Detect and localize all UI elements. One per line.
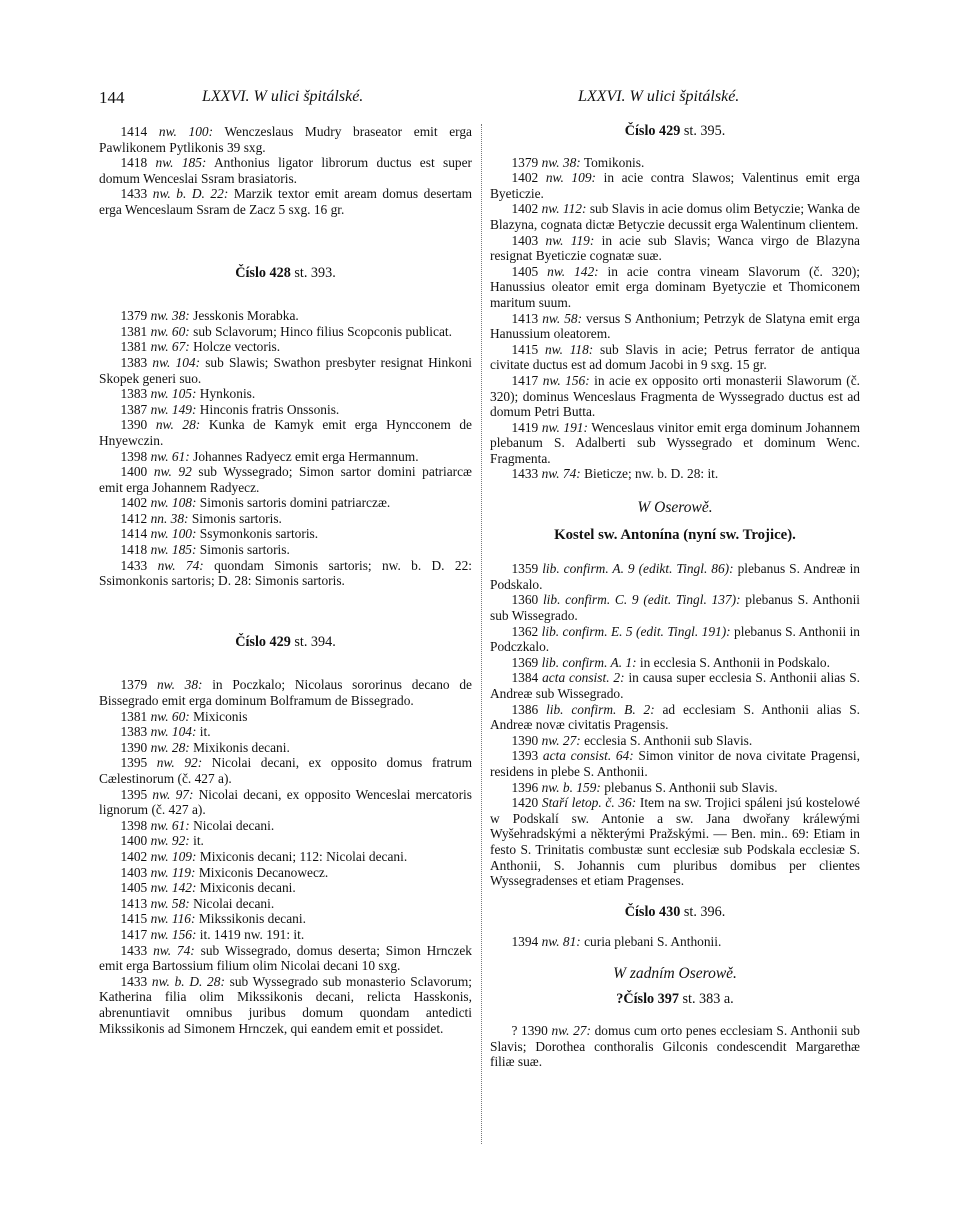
entry-text: plebanus S. Andreæ in Podskalo.: [490, 561, 860, 592]
entry-text: quondam Simonis sartoris; nw. b. D. 22: Ssimonkonis sartoris; D. 28: Simonis sartoris.: [99, 557, 472, 589]
entry-year: 1413: [511, 310, 539, 326]
entries-397: [490, 1023, 860, 1070]
entry: [99, 155, 472, 186]
entry-text: Kunka de Kamyk emit erga Hyncconem de Hnyewczin.: [99, 417, 472, 448]
entry-source: lib. confirm. A. 9 (edikt. Tingl. 86):: [542, 561, 734, 577]
entry-source: nw. 105:: [150, 386, 197, 402]
entry-source: nw. 185:: [150, 542, 197, 558]
entry-year: 1379: [511, 154, 539, 170]
entry-text: Anthonius ligator librorum ductus est super domum Wenceslai Ssram brasiatoris.: [99, 155, 472, 186]
entry-text: Simonis sartoris.: [196, 542, 290, 558]
entry-source: nw. 104:: [150, 724, 197, 740]
entry: [99, 880, 472, 896]
entry: [99, 386, 472, 402]
entry-year: 1412: [120, 510, 148, 526]
entry-text: Tomikonis.: [580, 154, 645, 170]
entry-year: 1400: [120, 464, 148, 480]
entry-source: nw. 74:: [541, 466, 581, 482]
entries-429-left: [99, 677, 472, 1036]
entry-year: 1362: [511, 623, 539, 639]
entry: [99, 186, 472, 217]
entry-year: 1405: [511, 263, 539, 279]
entry: [490, 342, 860, 373]
entry-text: Bieticze; nw. b. D. 28: it.: [580, 466, 719, 482]
entry-text: sub Slavis in acie domus olim Betyczie; Wanka de Blazyna, cognata dictæ Betyczie decussit erga Walentinum clientem.: [490, 201, 860, 232]
entry-year: 1433: [120, 186, 148, 202]
entry-year: 1433: [120, 973, 148, 989]
entry-source: lib. confirm. B. 2:: [546, 701, 655, 717]
heading-title: Číslo 429: [235, 633, 291, 650]
section-w-zadnim-oserowe: W zadním Oserowě.: [613, 964, 737, 982]
entry-source: nw. 97:: [152, 786, 194, 802]
heading-title: ?Číslo 397: [616, 990, 679, 1007]
entry-text: Hinconis fratris Onssonis.: [196, 401, 340, 417]
entry: [99, 124, 472, 155]
entry-source: nw. 58:: [542, 310, 583, 326]
entry-text: Wenczeslaus Mudry braseator emit erga Pawlikonem Pytlikonis 39 sxg.: [99, 124, 473, 155]
page-number: 144: [99, 88, 125, 107]
entry-text: Mixikonis decani.: [189, 739, 290, 755]
entry-text: ad ecclesiam S. Anthonii alias S. Andreæ novæ civitatis Pragensis.: [490, 701, 860, 733]
entry-text: it.: [196, 724, 211, 740]
entry-source: nw. 38:: [156, 677, 203, 693]
entry-text: plebanus S. Anthonii in Podczkalo.: [490, 623, 860, 655]
entry: [99, 324, 472, 340]
entry: [490, 233, 860, 264]
entry-text: Nicolai decani.: [189, 895, 275, 911]
church-heading: Kostel sw. Antonína (nyní sw. Trojice).: [554, 526, 796, 543]
entry-text: in Poczkalo; Nicolaus sororinus decano de Bissegrado emit erga dominum Bolframum de Bissegrado.: [99, 677, 472, 709]
entry-source: nw. 108:: [150, 495, 197, 511]
entry-year: 1433: [120, 942, 148, 958]
entry: [490, 795, 860, 889]
heading-st: st. 395.: [680, 123, 726, 139]
entry: [490, 748, 860, 779]
entry-year: 1384: [511, 670, 539, 686]
entry: [99, 542, 472, 558]
entry-text: Item na sw. Trojici spáleni jsú kostelowé w Podskalí sw. Antonie a sw. Jana dwořany králewými Wyšehradskými a některými Pražskými. — Ben. min.. 69: Etiam in festo S. Trinitatis combustæ sunt ecclesiæ sub Podskala ecclesiæ S. Anthonii, S. Johannis cum pluribus domibus per clientes Wyssegradenses et etiam Pragenses.: [490, 795, 860, 889]
entry-text: Wenceslaus vinitor emit erga dominum Johannem plebanum S. Adalberti sub Wyssegrado et dominum Wenc. Fragmenta.: [490, 419, 860, 466]
entry: [99, 787, 472, 818]
entry-text: Mixiconis Decanowecz.: [195, 864, 329, 880]
entry-source: nw. b. D. 28:: [151, 973, 225, 989]
entry-text: sub Wissegrado, domus deserta; Simon Hrnczek emit erga Bartossium filium olim Nicolai decani 10 sxg.: [99, 942, 472, 974]
entry-text: Johannes Radyecz emit erga Hermannum.: [189, 448, 419, 464]
entry-text: Mikssikonis decani.: [195, 911, 306, 927]
entry-year: 1413: [120, 895, 148, 911]
right-column: [490, 124, 860, 1070]
entry-text: versus S Anthonium; Petrzyk de Slatyna emit erga Hanussium oleatorem.: [490, 310, 860, 342]
entry-source: nw. 149:: [150, 401, 197, 417]
entry-year: 1418: [120, 155, 148, 171]
entry-source: nw. 92:: [156, 755, 203, 771]
entry-year: 1383: [120, 724, 148, 740]
column-divider: [481, 124, 482, 1144]
entry-source: nw. 142:: [547, 263, 599, 279]
entry-source: nw. 67:: [150, 339, 190, 355]
entry-year: 1402: [511, 201, 539, 217]
entry-source: nw. 27:: [541, 732, 581, 748]
entry-year: 1414: [120, 526, 148, 542]
entry-year: 1395: [120, 786, 148, 802]
entry-year: 1393: [511, 748, 539, 764]
entry: [99, 943, 472, 974]
entry-source: nw. 92:: [150, 833, 190, 849]
entries-428: [99, 308, 472, 589]
entry-text: domus cum orto penes ecclesiam S. Anthonii sub Slavis; Dorothea conthoralis Gilconis condescendit Margarethæ filiæ suæ.: [490, 1023, 860, 1070]
entry: [99, 740, 472, 756]
heading-cislo-397: [490, 992, 860, 1008]
entry-source: nw. 27:: [551, 1023, 591, 1039]
entry: [490, 934, 860, 950]
entry-text: Nicolai decani.: [189, 817, 275, 833]
entry-text: Nicolai decani, ex opposito domus fratrum Cælestinorum (č. 427 a).: [99, 755, 472, 786]
entry-year: 1383: [120, 386, 148, 402]
entry: [99, 511, 472, 527]
entry: [490, 733, 860, 749]
entries-429-right: [490, 155, 860, 482]
entry: [490, 624, 860, 655]
entry-year: 1390: [120, 417, 148, 433]
entry-source: lib. confirm. A. 1:: [541, 654, 637, 670]
entry-source: acta consist. 2:: [542, 670, 625, 686]
entry: [490, 311, 860, 342]
entry-source: Staří letop. č. 36:: [541, 795, 637, 811]
entry-year: 1403: [120, 864, 148, 880]
entry-text: sub Wyssegrado; Simon sartor domini patriarcæ emit erga Johannem Radyecz.: [99, 464, 472, 495]
running-head-left: LXXVI. W ulici špitálské.: [202, 88, 364, 105]
entry-text: sub Wyssegrado sub monasterio Sclavorum; Katherina filia olim Mikssikonis decani, relicta Hasskonis, abrenuntiavit omnibus juribus domum quondam antedicti Mikssikonis ad Simonem Hrnczek, qui eandem emit et possidet.: [99, 973, 472, 1036]
entry-text: Ssymonkonis sartoris.: [196, 526, 319, 542]
entry-text: in causa super ecclesia S. Anthonii alias S. Andreæ sub Wissegrado.: [490, 670, 861, 701]
entry-source: nw. 191:: [541, 419, 588, 435]
entry-year: 1415: [120, 911, 148, 927]
entry-year: 1383: [120, 354, 148, 370]
entry: [490, 702, 860, 733]
entry: [99, 927, 472, 943]
entry-source: nw. b. D. 22:: [152, 186, 229, 202]
entry: [99, 818, 472, 834]
entry-year: 1415: [511, 341, 539, 357]
entry-year: 1405: [120, 880, 148, 896]
entry-year: 1379: [120, 308, 148, 324]
entry-text: Jesskonis Morabka.: [189, 308, 299, 324]
entry-text: in acie contra Slawos; Valentinus emit erga Byeticzie.: [490, 170, 860, 201]
entry: [490, 655, 860, 671]
entry-year: 1360: [511, 592, 539, 608]
entry-year: 1417: [120, 926, 148, 942]
entry: [490, 170, 860, 201]
entry-source: nw. 119:: [545, 232, 595, 248]
entry-source: nw. 60:: [150, 323, 190, 339]
entry: [490, 592, 860, 623]
entry: [99, 417, 472, 448]
entry: [99, 355, 472, 386]
entry-text: Marzik textor emit aream domus desertam erga Wenceslaum Ssram de Zacz 5 sxg. 16 gr.: [99, 186, 472, 217]
entry: [99, 896, 472, 912]
section-w-oserowe: W Oserowě.: [637, 499, 713, 517]
entry: [490, 670, 860, 701]
entry: [99, 849, 472, 865]
entry-source: nw. 74:: [153, 942, 195, 958]
entries-intro: [99, 124, 472, 218]
entry-source: nw. b. 159:: [541, 779, 601, 795]
entry-source: acta consist. 64:: [542, 748, 634, 764]
heading-st: st. 394.: [290, 633, 336, 650]
entry-source: nw. 109:: [545, 170, 596, 186]
entry: [99, 558, 472, 589]
entry-year: 1369: [511, 654, 539, 670]
entry-text: in acie contra vineam Slavorum (č. 320); Hanussius oleator emit erga dominam Byetyczie et Thomiconem maritum suum.: [490, 263, 861, 310]
entry-source: nw. 109:: [150, 848, 197, 864]
entry-text: Mixiconis: [189, 708, 248, 724]
entry-year: 1381: [120, 339, 148, 355]
entry: [490, 373, 860, 420]
entry: [99, 974, 472, 1036]
entry-year: 1402: [511, 170, 539, 186]
entry-year: 1433: [120, 557, 148, 573]
entry: [99, 449, 472, 465]
entry-source: nw. 74:: [157, 557, 204, 573]
heading-cislo-429-right: [490, 124, 860, 140]
entry-source: nw. 60:: [150, 708, 190, 724]
entry-year: 1381: [120, 323, 148, 339]
entry-source: nw. 100:: [150, 526, 197, 542]
entry: [490, 780, 860, 796]
entry-source: nn. 38:: [150, 510, 189, 526]
entry-year: 1387: [120, 401, 148, 417]
entry: [99, 495, 472, 511]
entry-text: Mixiconis decani.: [196, 880, 296, 896]
entry-source: nw. 28:: [150, 739, 190, 755]
entry-year: 1402: [120, 848, 148, 864]
entry-year: 1394: [511, 934, 539, 950]
entry-source: nw. 61:: [150, 817, 190, 833]
entry-year: 1418: [120, 542, 148, 558]
entry-year: 1395: [120, 755, 148, 771]
heading-st: st. 383 a.: [678, 990, 734, 1007]
entry-text: Hynkonis.: [196, 386, 256, 402]
entry: [99, 833, 472, 849]
entry-year: 1379: [120, 677, 148, 693]
entry: [99, 755, 472, 786]
heading-title: Číslo 429: [624, 123, 681, 139]
heading-st: st. 393.: [290, 264, 336, 281]
entry-source: nw. 116:: [150, 911, 196, 927]
entry: [99, 677, 472, 708]
entry: [490, 561, 860, 592]
entry-source: nw. 100:: [158, 124, 214, 139]
entry-year: 1381: [120, 708, 148, 724]
entry-source: nw. 112:: [541, 201, 587, 217]
entry-text: sub Sclavorum; Hinco filius Scopconis publicat.: [189, 323, 452, 339]
entry-source: lib. confirm. E. 5 (edit. Tingl. 191):: [541, 623, 731, 639]
entry-text: in ecclesia S. Anthonii in Podskalo.: [636, 654, 830, 670]
entry-text: in acie ex opposito orti monasterii Slaworum (č. 320); dominus Wenceslaus Fragmenta de Wyssegrado ductus est ad domum Petri Butta.: [490, 372, 860, 420]
entry-source: nw. 156:: [150, 926, 197, 942]
entry-source: nw. 185:: [155, 155, 207, 171]
entry-year: 1420: [511, 795, 539, 811]
entry-source: lib. confirm. C. 9 (edit. Tingl. 137):: [542, 592, 741, 608]
entry-source: nw. 61:: [150, 448, 190, 464]
entry-text: in acie sub Slavis; Wanca virgo de Blazyna resignat Byeticzie cognatæ suæ.: [490, 232, 860, 264]
entry-year: 1390: [120, 739, 148, 755]
entry-year: 1359: [511, 561, 539, 577]
entry-year: 1417: [511, 372, 539, 388]
entries-430: [490, 934, 860, 950]
heading-title: Číslo 430: [624, 903, 681, 920]
entry-year: 1414: [120, 124, 148, 139]
entry-source: nw. 119:: [150, 864, 196, 880]
entry: [99, 339, 472, 355]
entry-year: 1400: [120, 833, 148, 849]
entry-text: Nicolai decani, ex opposito Wenceslai mercatoris lignorum (č. 427 a).: [99, 786, 472, 818]
entry-source: nw. 38:: [150, 308, 190, 324]
entry-source: nw. 28:: [155, 417, 201, 433]
entry-source: nw. 58:: [150, 895, 190, 911]
entry-text: Holcze vectoris.: [189, 339, 281, 355]
entry-source: nw. 142:: [150, 880, 197, 896]
entry-year: 1403: [511, 232, 539, 248]
entry-year: ? 1390: [511, 1023, 548, 1039]
heading-title: Číslo 428: [235, 264, 291, 281]
entry-text: ecclesia S. Anthonii sub Slavis.: [580, 732, 753, 748]
entry-text: sub Slawis; Swathon presbyter resignat Hinkoni Skopek generi suo.: [99, 354, 472, 386]
entry-text: it. 1419 nw. 191: it.: [196, 926, 305, 942]
entry-text: curia plebani S. Anthonii.: [580, 934, 722, 950]
heading-st: st. 396.: [680, 903, 726, 920]
entry-source: nw. 118:: [544, 341, 594, 357]
entry-text: plebanus S. Anthonii sub Wissegrado.: [490, 592, 861, 624]
entry-year: 1402: [120, 495, 148, 511]
entry: [99, 865, 472, 881]
entry: [490, 1023, 860, 1070]
running-head-right: LXXVI. W ulici špitálské.: [578, 88, 740, 105]
entry-source: nw. 104:: [152, 354, 201, 370]
entry-year: 1396: [511, 779, 539, 795]
entry: [99, 464, 472, 495]
entry: [99, 526, 472, 542]
entry: [490, 466, 860, 482]
entry-source: nw. 38:: [541, 154, 581, 170]
heading-cislo-429-left: [99, 635, 472, 651]
entry: [490, 155, 860, 171]
entry: [99, 308, 472, 324]
entry: [490, 420, 860, 467]
entry-source: nw. 156:: [542, 372, 590, 388]
entry-text: plebanus S. Anthonii sub Slavis.: [600, 779, 778, 795]
entry: [99, 724, 472, 740]
left-column: [99, 124, 472, 1036]
entry-text: sub Slavis in acie; Petrus ferrator de antiqua civitate ductus est ad domum Jacobi in 9 sxg. 15 gr.: [490, 341, 860, 373]
entry: [490, 201, 860, 232]
entry: [99, 709, 472, 725]
entry-year: 1386: [511, 701, 539, 717]
entry-source: nw. 92: [153, 464, 192, 480]
entry: [490, 264, 860, 311]
entry-text: Mixiconis decani; 112: Nicolai decani.: [196, 848, 408, 864]
entry-text: Simonis sartoris.: [188, 510, 282, 526]
entry-year: 1398: [120, 817, 148, 833]
entry-year: 1398: [120, 448, 148, 464]
entry-source: nw. 81:: [541, 934, 581, 950]
entry-text: Simonis sartoris domini patriarczæ.: [196, 495, 391, 511]
entry: [99, 911, 472, 927]
heading-cislo-428: [99, 266, 472, 282]
entries-kostel: [490, 561, 860, 888]
entry-year: 1390: [511, 732, 539, 748]
entry-text: Simon vinitor de nova civitate Pragensi, residens in plebe S. Anthonii.: [490, 748, 860, 779]
heading-cislo-430: [490, 905, 860, 921]
entry-text: it.: [189, 833, 204, 849]
entry-year: 1419: [511, 419, 539, 435]
entry-year: 1433: [511, 466, 539, 482]
entry: [99, 402, 472, 418]
